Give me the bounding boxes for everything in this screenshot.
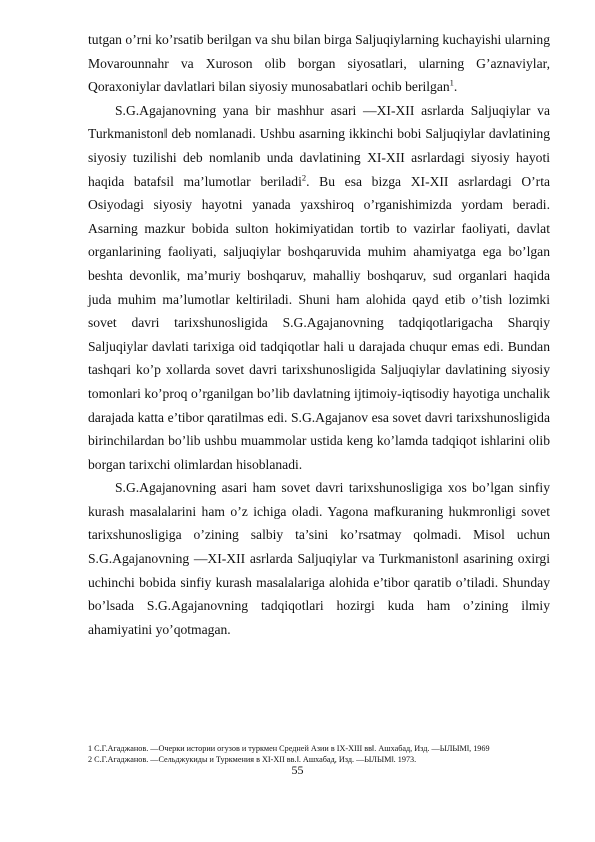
page-number: 55: [291, 763, 304, 777]
footnote-ref-1: 1: [449, 77, 454, 88]
paragraph-2-tail: . Bu esa bizga XI-XII asrlardagi O’rta Osiyodagi siyosiy hayotni yanada yaxshiroq o’rganishimizda yordam beradi. Asarning mazkur bobida sulton hokimiyatidan tortib to vazirlar faoliyati, davlat organlarining faoliyati, saljuqiylar boshqaruvida muhim ahamiyatga ega bo’lgan beshta devonlik, ma’muriy boshqaruv, mahalliy boshqaruv, sud organlari haqida juda muhim ma’lumotlar keltiriladi. Shuni ham alohida qayd etib o’tish lozimki sovet davri tarixshunosligida S.G.Agajanovning tadqiqotlarigacha Sharqiy Saljuqiylar davlati tarixiga oid tadqiqotlar hali u darajada chuqur emas edi. Bundan tashqari ko’p xollarda sovet davri tarixshunosligida Saljuqiylar davlatining siyosiy tomonlari ko’proq o’rganilgan bo’lib davlatning ijtimoiy-iqtisodiy hayotiga unchalik darajada katta e’tibor qaratilmas edi. S.G.Agajanov esa sovet davri tarixshunosligida birinchilardan bo’lib ushbu muammolar ustida keng ko’lamda tadqiqot ishlarini olib borgan tarixchi olimlardan hisoblanadi.: [88, 173, 551, 472]
paragraph-1: [88, 28, 550, 99]
paragraph-1-text: tutgan o’rni ko’rsatib berilgan va shu bilan birga Saljuqiylarning kuchayishi ularning Movarounnahr va Xuroson olib borgan siyosatlari, ularning G’aznaviylar, Qoraxoniylar davlatlari bilan siyosiy munosabatlari ochib berilgan: [88, 32, 550, 95]
paragraph-3-text: S.G.Agajanovning asari ham sovet davri tarixshunosligiga xos bo’lgan sinfiy kurash masalalarini ham o’z ichiga oladi. Yagona mafkuraning hukmronligi sovet tarixshunosligiga o’zining salbiy ta’sini ko’rsatmay qolmadi. Misol uchun S.G.Agajanovning ―XI-XII asrlarda Saljuqiylar va Turkmaniston‖ asarining oxirgi uchinchi bobida sinfiy kurash masalalariga alohida e’tibor qaratib o’tiladi. Shunday bo’lsada S.G.Agajanovning tadqiqotlari hozirgi kuda ham o’zining ilmiy ahamiyatini yo’qotmagan.: [88, 480, 550, 637]
paragraph-1-tail: .: [453, 79, 458, 95]
footnote-1: 1 С.Г.Агаджанов. ―Очерки истории огузов и туркмен Средней Азии в IX-XIII вв‖. Ашхабад, Изд. ―ЫЛЫМ‖, 1969: [88, 744, 490, 753]
paragraph-2-text: S.G.Agajanovning yana bir mashhur asari ―XI-XII asrlarda Saljuqiylar va Turkmaniston‖ deb nomlanadi. Ushbu asarning ikkinchi bobi Saljuqiylar davlatining siyosiy tuzilishi deb nomlanib unda davlatining XI-XII asrlardagi siyosiy hayoti haqida batafsil ma’lumotlar beriladi: [88, 102, 550, 189]
footnote-ref-2: 2: [301, 172, 307, 183]
footnote-2: 2 С.Г.Агаджанов. ―Сельджукиды и Туркмения в XI-XII вв.‖. Ашхабад, Изд. ―ЫЛЫМ‖. 1973.: [88, 755, 417, 765]
body-text: [88, 28, 550, 641]
paragraph-3: [88, 476, 550, 641]
paragraph-2: [88, 99, 550, 477]
